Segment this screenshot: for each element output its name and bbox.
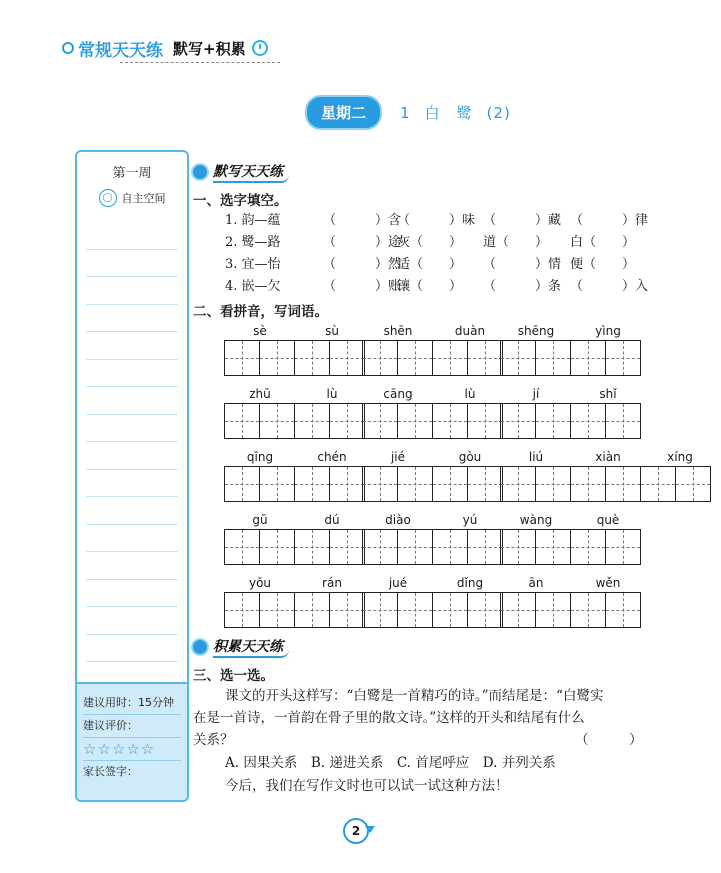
pinyin-syllable: yōu [248,576,272,590]
section-dictation-title: 默写天天练 [213,161,289,183]
evaluation-label: 建议评价： [83,715,181,738]
q3-line2: 在是一首诗，一首韵在骨子里的散文诗。”这样的开头和结尾有什么 [193,710,585,726]
pinyin-row [362,576,506,592]
parent-sign-label: 家长签字： [83,765,138,778]
week-label: 第一周 [112,166,152,181]
q3-tail: 今后，我们在写作文时也可以试一试这种方法！ [225,778,509,794]
pinyin-item [224,324,368,376]
writing-cell[interactable] [570,340,606,376]
pinyin-item [362,387,506,439]
pinyin-syllable: qīng [246,450,274,464]
brand-subtitle: 默写+积累 [173,39,246,58]
q3-line3: 关系？ [193,732,234,748]
pinyin-item [224,387,368,439]
q1-blank[interactable]: 镶（ ） [397,279,463,294]
writing-cell[interactable] [432,466,468,502]
writing-cell[interactable] [570,592,606,628]
lesson-header [305,97,525,127]
pinyin-syllable: yìng [595,324,621,338]
brand-series: 常规天天练 [78,40,163,61]
writing-cell[interactable] [605,592,641,628]
q1-title: 一、选字填空。 [193,193,288,209]
arrow-down-icon [365,826,375,833]
q3-line1: 课文的开头这样写：“白鹭是一首精巧的诗。”而结尾是：“白鹭实 [225,688,604,704]
writing-cell[interactable] [329,340,365,376]
pinyin-item [362,576,506,628]
pinyin-row [362,387,506,403]
writing-cell[interactable] [432,340,468,376]
pinyin-syllable: shēn [383,324,413,338]
q1-blank[interactable]: （ ）含 [323,213,402,228]
writing-cell[interactable] [397,466,433,502]
pinyin-syllable: shēng [517,324,555,338]
pinyin-syllable: rán [322,576,342,590]
writing-cell[interactable] [570,529,606,565]
writing-cell[interactable] [675,466,711,502]
writing-cell[interactable] [362,466,398,502]
q1-pair: 4. 嵌—欠 [225,279,281,294]
page-number-text: 2 [351,824,361,838]
pinyin-syllable: lù [326,387,338,401]
writing-cell[interactable] [535,403,571,439]
q1-blank[interactable]: （ ）味 [397,213,476,228]
section-accumulate-title: 积累天天练 [213,636,289,658]
pinyin-item [500,513,644,565]
pinyin-syllable: dú [324,513,340,527]
lesson-part: (2) [486,103,511,122]
writing-cell[interactable] [605,529,641,565]
pinyin-syllable: zhū [249,387,271,401]
writing-cell[interactable] [640,466,676,502]
pinyin-syllable: chén [317,450,347,464]
pinyin-syllable: diào [385,513,411,527]
q1-blank[interactable]: 道（ ） [483,235,549,250]
pinyin-row [500,576,644,592]
pinyin-item [500,450,716,502]
writing-boxes [362,592,506,628]
q1-blank[interactable]: （ ）条 [483,279,562,294]
pinyin-syllable: xiàn [595,450,621,464]
lesson-number: 1 [400,103,411,122]
writing-cell[interactable] [535,529,571,565]
pinyin-syllable: wàng [519,513,553,527]
pinyin-syllable: lù [464,387,476,401]
writing-cell[interactable] [362,529,398,565]
pinyin-syllable: jí [532,387,540,401]
q3-options: A. 因果关系 B. 递进关系 C. 首尾呼应 D. 并列关系 [225,755,556,771]
self-space-sidebar [75,150,189,802]
writing-cell[interactable] [294,592,330,628]
writing-cell[interactable] [224,529,260,565]
writing-cell[interactable] [329,403,365,439]
writing-cell[interactable] [294,466,330,502]
pinyin-row [362,450,506,466]
writing-cell[interactable] [362,592,398,628]
writing-cell[interactable] [500,340,536,376]
weekday-badge: 星期二 [305,95,382,130]
writing-cell[interactable] [432,592,468,628]
pinyin-syllable: liú [528,450,544,464]
writing-cell[interactable] [467,403,503,439]
writing-cell[interactable] [467,529,503,565]
pinyin-syllable: què [596,513,620,527]
pinyin-syllable: yú [462,513,478,527]
writing-cell[interactable] [535,340,571,376]
writing-cell[interactable] [259,403,295,439]
pinyin-row [500,513,644,529]
pinyin-syllable: sù [325,324,339,338]
q1-blank[interactable]: 灰（ ） [397,235,463,250]
q1-blank[interactable]: （ ）入 [570,279,649,294]
pinyin-item [500,387,644,439]
q1-blank[interactable]: （ ）藏 [483,213,562,228]
writing-cell[interactable] [605,466,641,502]
pinyin-item [224,513,368,565]
q3-answer-blank[interactable]: （ ） [575,732,643,748]
lesson-title [400,102,525,123]
writing-boxes [362,403,506,439]
pinyin-syllable: ān [528,576,544,590]
q3-title: 三、选一选。 [193,668,274,684]
section-icon [191,638,209,656]
writing-cell[interactable] [294,340,330,376]
writing-cell[interactable] [570,403,606,439]
writing-cell[interactable] [397,592,433,628]
writing-cell[interactable] [329,466,365,502]
suggested-time: 建议用时：15分钟 [83,692,181,715]
pinyin-syllable: dǐng [456,576,484,590]
pinyin-item [362,450,506,502]
writing-boxes [500,529,644,565]
q1-blank[interactable]: （ ）情 [483,257,562,272]
lesson-name: 白 鹭 [424,103,473,122]
pinyin-syllable: wěn [595,576,621,590]
writing-cell[interactable] [362,340,398,376]
pinyin-syllable: cāng [383,387,413,401]
writing-cell[interactable] [224,340,260,376]
writing-boxes [362,340,506,376]
writing-cell[interactable] [500,529,536,565]
brand-dot-icon [62,42,74,54]
evaluation-panel [77,682,187,800]
writing-cell[interactable] [432,403,468,439]
pinyin-row [224,324,368,340]
writing-boxes [500,466,716,502]
writing-cell[interactable] [535,592,571,628]
writing-cell[interactable] [467,592,503,628]
q1-blank[interactable]: 适（ ） [397,257,463,272]
writing-cell[interactable] [224,592,260,628]
writing-boxes [224,592,368,628]
self-space-label [77,189,187,207]
pinyin-syllable: shǐ [599,387,617,401]
pinyin-row [362,513,506,529]
writing-cell[interactable] [397,403,433,439]
writing-cell[interactable] [467,340,503,376]
section-accumulate-header [191,636,289,658]
page-number [343,818,369,844]
q1-blank[interactable]: （ ）然 [323,257,402,272]
writing-boxes [224,529,368,565]
pinyin-row [224,450,368,466]
rating-stars[interactable]: ☆☆☆☆☆ [83,738,181,761]
q1-pair: 3. 宜—怡 [225,257,281,272]
pinyin-row [224,576,368,592]
writing-cell[interactable] [432,529,468,565]
pinyin-syllable: sè [253,324,267,338]
pinyin-row [500,324,644,340]
writing-cell[interactable] [259,529,295,565]
writing-cell[interactable] [605,403,641,439]
writing-cell[interactable] [294,403,330,439]
q1-blank[interactable]: （ ）账 [323,279,402,294]
pinyin-row [500,387,644,403]
writing-boxes [224,466,368,502]
note-lines [86,222,178,717]
writing-cell[interactable] [329,592,365,628]
q1-blank[interactable]: （ ）途 [323,235,402,250]
writing-boxes [500,403,644,439]
writing-cell[interactable] [259,592,295,628]
pinyin-syllable: jué [388,576,408,590]
writing-cell[interactable] [397,529,433,565]
writing-boxes [224,340,368,376]
pinyin-syllable: jié [390,450,406,464]
writing-boxes [362,466,506,502]
clock-icon [252,40,268,56]
q1-blank[interactable]: 白（ ） [570,235,636,250]
q1-blank[interactable]: 便（ ） [570,257,636,272]
pinyin-row [362,324,506,340]
writing-cell[interactable] [500,592,536,628]
writing-boxes [224,403,368,439]
q1-pair: 2. 鹭—路 [225,235,281,250]
pinyin-item [500,576,644,628]
writing-cell[interactable] [294,529,330,565]
self-space-text: 自主空间 [121,192,166,205]
person-icon: ◯ [99,189,117,207]
writing-cell[interactable] [397,340,433,376]
pinyin-item [362,324,506,376]
pinyin-row [500,450,716,466]
writing-cell[interactable] [605,340,641,376]
q1-pair: 1. 韵—蕴 [225,213,281,228]
brand-header [62,36,268,60]
brand-divider [120,62,280,63]
pinyin-row [224,513,368,529]
writing-boxes [362,529,506,565]
writing-boxes [500,340,644,376]
writing-cell[interactable] [224,403,260,439]
writing-cell[interactable] [329,529,365,565]
pinyin-item [224,576,368,628]
writing-cell[interactable] [570,466,606,502]
writing-cell[interactable] [535,466,571,502]
writing-cell[interactable] [259,340,295,376]
section-icon [191,163,209,181]
pinyin-syllable: gū [252,513,268,527]
pinyin-row [224,387,368,403]
writing-cell[interactable] [467,466,503,502]
pinyin-item [224,450,368,502]
q2-title: 二、看拼音，写词语。 [193,304,328,320]
pinyin-syllable: xíng [667,450,693,464]
q1-blank[interactable]: （ ）律 [570,213,649,228]
writing-cell[interactable] [362,403,398,439]
section-dictation-header [191,161,289,183]
pinyin-syllable: duàn [454,324,486,338]
writing-cell[interactable] [500,466,536,502]
pinyin-item [362,513,506,565]
writing-cell[interactable] [500,403,536,439]
pinyin-item [500,324,644,376]
writing-cell[interactable] [224,466,260,502]
writing-cell[interactable] [259,466,295,502]
pinyin-syllable: gòu [458,450,482,464]
writing-boxes [500,592,644,628]
